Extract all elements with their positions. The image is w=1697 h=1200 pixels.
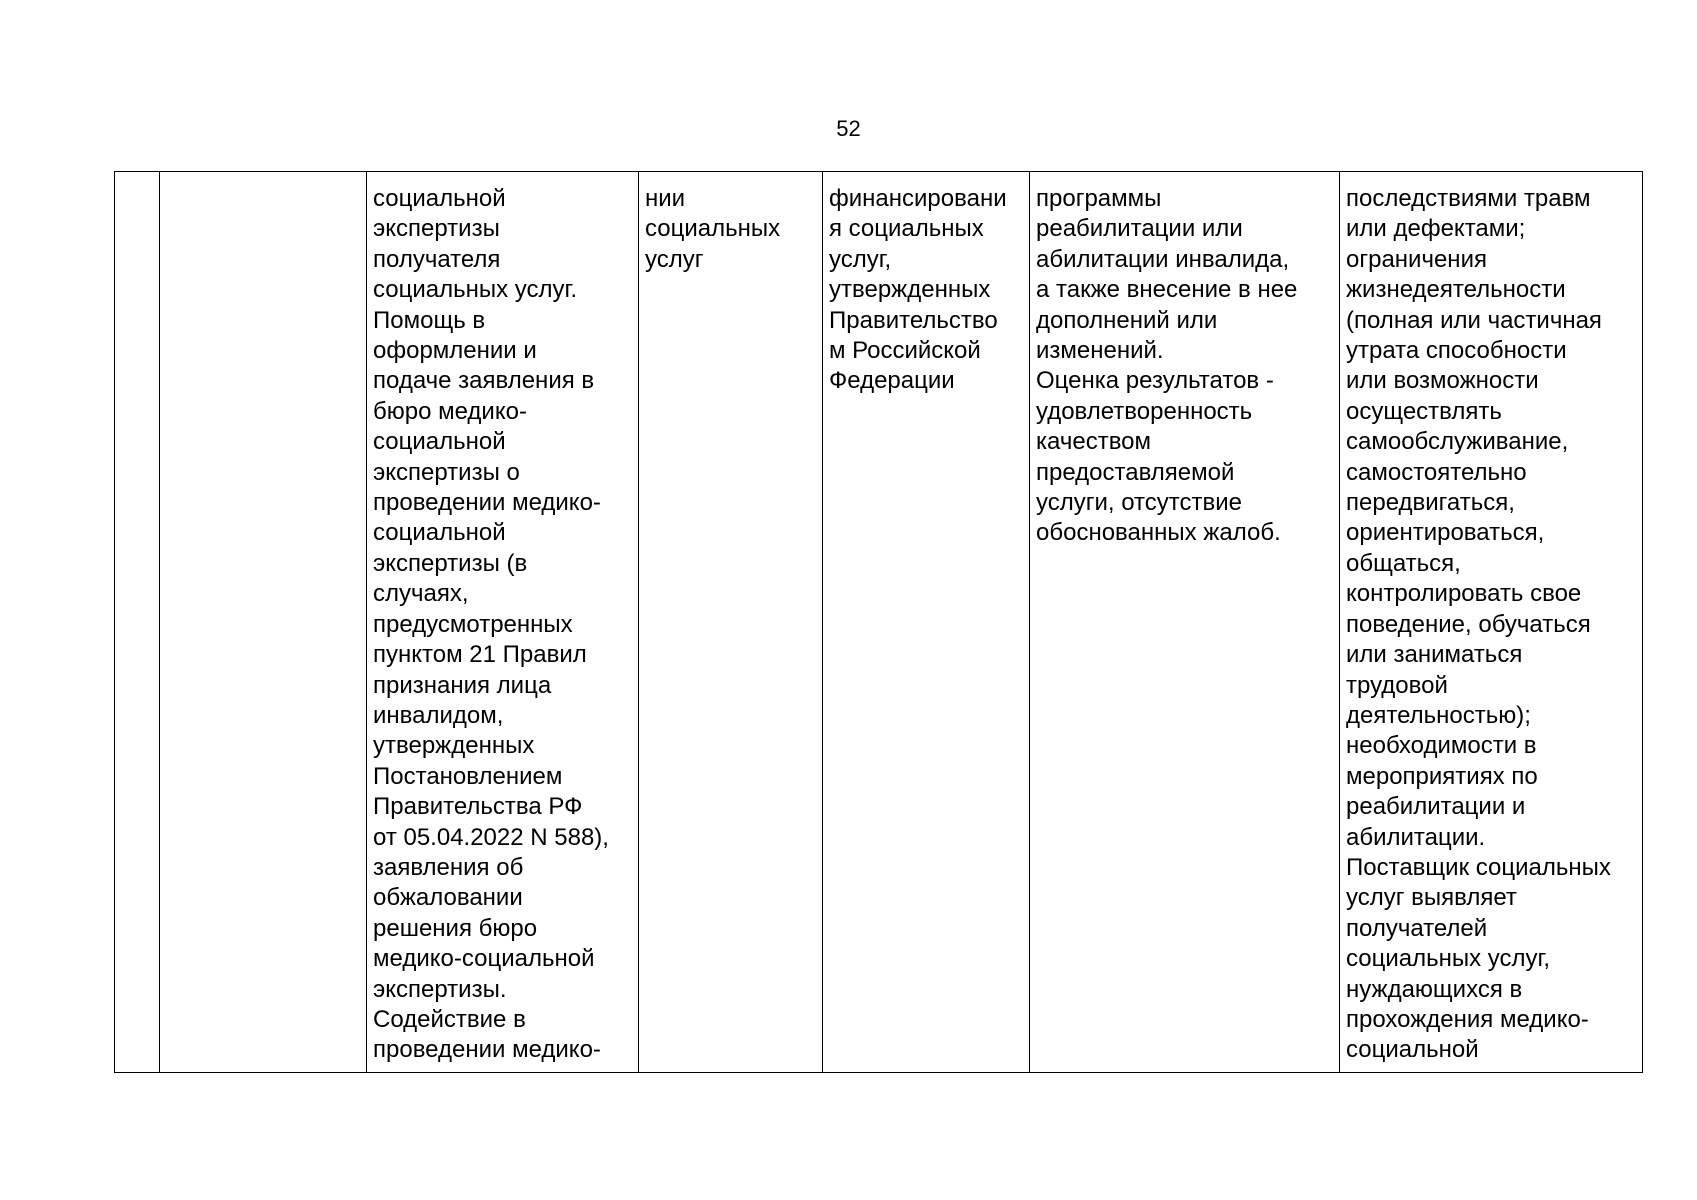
table-row	[115, 172, 1643, 1073]
table-cell-per-capita-norm: финансировани я социальных услуг, утвержденных Правительство м Российской Федерации	[823, 172, 1030, 1073]
table-cell-quality-indicators: программы реабилитации или абилитации инвалида, а также внесение в нее дополнений или изменений. Оценка результатов - удовлетворенность качеством предоставляемой услуги, отсутствие обоснованных жалоб.	[1030, 172, 1340, 1073]
table-cell-service-name	[160, 172, 367, 1073]
page-number: 52	[836, 116, 861, 141]
table-cell-service-description: социальной экспертизы получателя социальных услуг. Помощь в оформлении и подаче заявления в бюро медико- социальной экспертизы о проведении медико- социальной экспертизы (в случаях, предусмотренных пунктом 21 Правил признания лица инвалидом, утвержденных Постановлением Правительства РФ от 05.04.2022 N 588), заявления об обжаловании решения бюро медико-социальной экспертизы. Содействие в проведении медико-	[367, 172, 639, 1073]
services-table	[114, 171, 1643, 1073]
table-cell-provision-conditions: последствиями травм или дефектами; ограничения жизнедеятельности (полная или частичная утрата способности или возможности осуществлять самообслуживание, самостоятельно передвигаться, ориентироваться, общаться, контролировать свое поведение, обучаться или заниматься трудовой деятельностью); необходимости в мероприятиях по реабилитации и абилитации. Поставщик социальных услуг выявляет получателей социальных услуг, нуждающихся в прохождения медико- социальной	[1340, 172, 1643, 1073]
table-cell-service-term: нии социальных услуг	[639, 172, 823, 1073]
table-cell-number	[115, 172, 160, 1073]
